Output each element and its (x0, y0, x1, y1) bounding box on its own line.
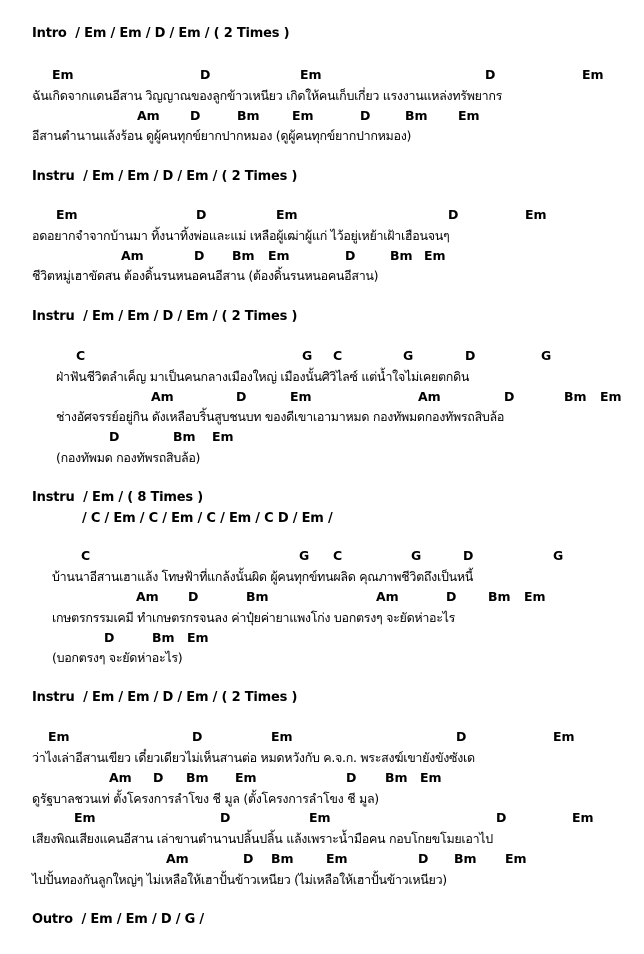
chord-label: D (446, 589, 457, 604)
chord-label: Em (74, 810, 96, 825)
chord-label: G (302, 348, 313, 363)
chord-label: Em (48, 729, 70, 744)
chord-label: D (190, 108, 201, 123)
intro-header: Intro / Em / Em / D / Em / ( 2 Times ) (32, 26, 290, 41)
chord-label: Am (137, 108, 160, 123)
verse2-lyric-2: ชีวิตหมู่เฮาขัดสน ต้องดิ้นรนหนอคนอีสาน (ต้องดิ้นรนหนอคนอีสาน) (32, 268, 379, 283)
instru-header-2: Instru / Em / Em / D / Em / ( 2 Times ) (32, 309, 298, 324)
chord-label: Em (420, 770, 442, 785)
chord-label: Bm (246, 589, 269, 604)
chord-label: D (236, 389, 247, 404)
chorus2-lyric-1: บ้านนาอีสานเฮาแล้ง โทษฟ้าที่แกล้งนั้นผิด ผู้คนทุกข์ทนผลิด คุณภาพชีวิตถึงเป็นหนี้ (52, 569, 474, 584)
chord-label: Em (290, 389, 312, 404)
outro-header: Outro / Em / Em / D / G / (32, 912, 204, 927)
chord-label: Am (151, 389, 174, 404)
chord-label: G (403, 348, 414, 363)
verse3-lyric-2: ดูรัฐบาลชวนเท่ ตั้งโครงการลำโขง ชี มูล (ตั้งโครงการลำโขง ชี มูล) (32, 791, 379, 806)
chord-label: Bm (271, 851, 294, 866)
chord-label: D (346, 770, 357, 785)
chord-label: Em (572, 810, 594, 825)
chord-label: Bm (173, 429, 196, 444)
chord-label: D (200, 67, 211, 82)
chord-label: Am (418, 389, 441, 404)
verse2-lyric-1: อดอยากจำจากบ้านมา ทิ้งนาทิ้งพ่อและแม่ เหลือผู้เฒ่าผู้แก่ ไว้อยู่เหย้าเฝ้าเฮือนจนๆ (32, 228, 450, 243)
chord-label: Em (271, 729, 293, 744)
chord-label: D (196, 207, 207, 222)
chord-label: Am (376, 589, 399, 604)
chord-label: Em (424, 248, 446, 263)
chord-label: D (456, 729, 467, 744)
verse1-lyric-2: อีสานตำนานแล้งร้อน ดูผู้คนทุกข์ยากปากหมอง (ดูผู้คนทุกข์ยากปากหมอง) (32, 128, 412, 143)
verse3-lyric-1: ว่าไงเล่าอีสานเขียว เดี๋ยวเดียวไม่เห็นสานต่อ หมดหวังกับ ค.จ.ก. พระสงฆ์เขายังขังซังเด (32, 750, 475, 765)
chord-label: Em (276, 207, 298, 222)
chord-label: D (243, 851, 254, 866)
chord-label: Bm (237, 108, 260, 123)
chord-label: Am (121, 248, 144, 263)
chord-label: D (418, 851, 429, 866)
chord-label: Bm (232, 248, 255, 263)
chord-label: D (153, 770, 164, 785)
chord-label: D (504, 389, 515, 404)
chord-label: G (411, 548, 422, 563)
chord-label: Em (525, 207, 547, 222)
chord-label: C (333, 348, 343, 363)
chord-label: Em (326, 851, 348, 866)
chorus1-lyric-3: (กองทัพมด กองทัพรถสิบล้อ) (56, 450, 201, 465)
instru-header-3-pattern: / C / Em / C / Em / C / Em / C D / Em / (82, 511, 333, 526)
chord-label: Am (136, 589, 159, 604)
chord-label: D (109, 429, 120, 444)
chorus1-lyric-2: ช่างอัศจรรย์อยู่กิน ดังเหลือบริ้นสูบชนบท ของดีเขาเอามาหมด กองทัพมดกองทัพรถสิบล้อ (56, 409, 505, 424)
chord-label: Bm (152, 630, 175, 645)
verse1-lyric-1: ฉันเกิดจากแดนอีสาน วิญญาณของลูกข้าวเหนียว เกิดให้คนเก็บเกี่ยว แรงงานแหล่งทรัพยากร (32, 88, 503, 103)
chord-label: D (463, 548, 474, 563)
chord-label: D (465, 348, 476, 363)
chorus2-lyric-2: เกษตรกรรมเคมี ทำเกษตรกรจนลง ค่าปุ๋ยค่ายาแพงโก่ง บอกตรงๆ จะยัดห่าอะไร (52, 610, 456, 625)
chord-label: D (104, 630, 115, 645)
chord-label: Bm (488, 589, 511, 604)
chord-label: G (553, 548, 564, 563)
chord-label: Em (524, 589, 546, 604)
chord-label: D (192, 729, 203, 744)
chord-label: Em (212, 429, 234, 444)
chord-label: C (81, 548, 91, 563)
chord-label: Bm (564, 389, 587, 404)
chord-label: D (345, 248, 356, 263)
chord-label: D (188, 589, 199, 604)
verse3-lyric-3: เสียงพิณเสียงแคนอีสาน เล่าขานตำนานปลิ้นปลิ้น แล้งเพราะน้ำมือคน กอบโกยขโมยเอาไป (32, 831, 493, 846)
chord-label: Em (600, 389, 622, 404)
chord-label: Bm (454, 851, 477, 866)
chord-label: G (541, 348, 552, 363)
chord-label: Em (553, 729, 575, 744)
verse3-lyric-4: ไปปั้นทองกันลูกใหญ่ๆ ไม่เหลือให้เฮาปั้นข้าวเหนียว (ไม่เหลือให้เฮาปั้นข้าวเหนียว) (32, 872, 447, 887)
chord-label: D (194, 248, 205, 263)
chord-label: Em (187, 630, 209, 645)
chord-label: Em (458, 108, 480, 123)
chord-label: D (360, 108, 371, 123)
chord-label: Em (268, 248, 290, 263)
chord-label: C (333, 548, 343, 563)
chord-label: Bm (405, 108, 428, 123)
chord-label: Bm (385, 770, 408, 785)
chord-label: Em (309, 810, 331, 825)
chord-label: Em (582, 67, 604, 82)
instru-header-1: Instru / Em / Em / D / Em / ( 2 Times ) (32, 169, 298, 184)
chord-label: Em (505, 851, 527, 866)
chorus1-lyric-1: ฝ่าฟันชีวิตลำเค็ญ มาเป็นคนกลางเมืองใหญ่ เมืองนั้นศิวิไลซ์ แต่น้ำใจไม่เคยตกดิน (56, 369, 470, 384)
chord-label: D (485, 67, 496, 82)
chord-label: D (448, 207, 459, 222)
chord-label: Em (300, 67, 322, 82)
chord-label: Em (235, 770, 257, 785)
chorus2-lyric-3: (บอกตรงๆ จะยัดห่าอะไร) (52, 650, 183, 665)
chord-label: Am (109, 770, 132, 785)
chord-label: D (496, 810, 507, 825)
chord-label: C (76, 348, 86, 363)
chord-label: Am (166, 851, 189, 866)
instru-header-4: Instru / Em / Em / D / Em / ( 2 Times ) (32, 690, 298, 705)
chord-label: Em (56, 207, 78, 222)
chord-label: G (299, 548, 310, 563)
chord-label: D (220, 810, 231, 825)
chord-label: Bm (186, 770, 209, 785)
instru-header-3: Instru / Em / ( 8 Times ) (32, 490, 203, 505)
chord-label: Em (52, 67, 74, 82)
chord-label: Bm (390, 248, 413, 263)
chord-label: Em (292, 108, 314, 123)
